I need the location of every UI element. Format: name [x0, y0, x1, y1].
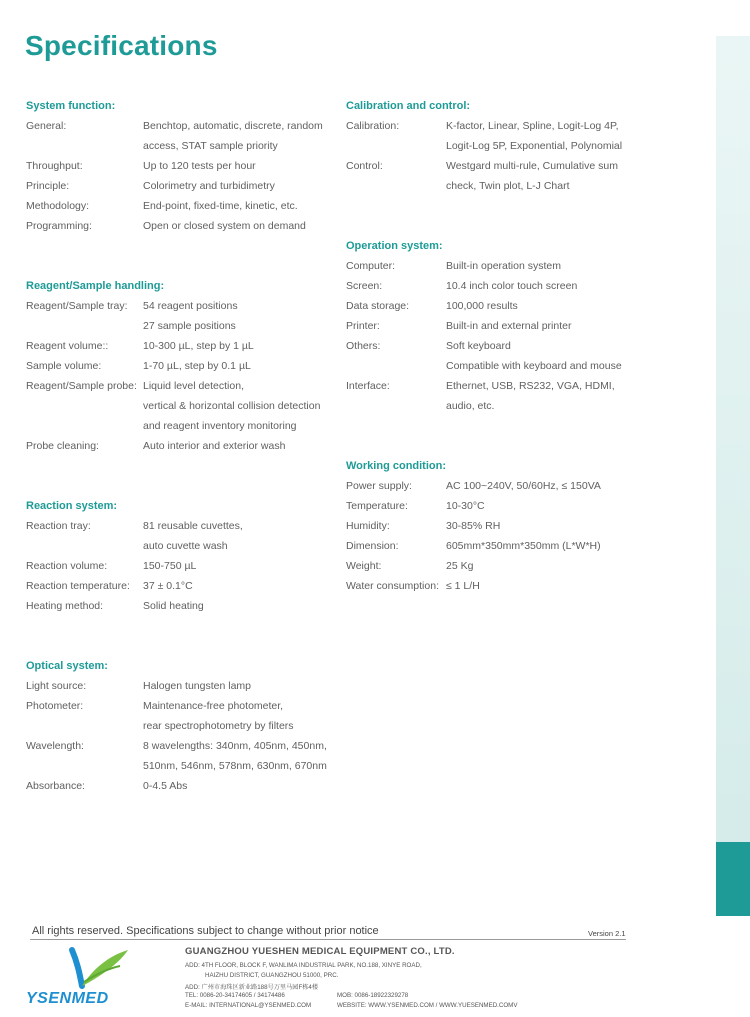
spec-row: [26, 596, 346, 616]
spec-values: [143, 176, 346, 196]
spec-label: Reaction tray:: [26, 520, 91, 532]
spec-value-line: Up to 120 tests per hour: [143, 160, 256, 172]
spec-value-line: Soft keyboard: [446, 340, 511, 352]
spec-values: [143, 336, 346, 356]
spec-label: Methodology:: [26, 200, 90, 212]
spec-row: [26, 376, 346, 436]
spec-value-line: vertical & horizontal collision detection: [143, 400, 321, 412]
spec-value-line: Westgard multi-rule, Cumulative sum: [446, 160, 618, 172]
spec-value-line: and reagent inventory monitoring: [143, 420, 297, 432]
spec-values: [143, 516, 346, 556]
spec-values: [446, 116, 716, 156]
spec-value-line: 25 Kg: [446, 560, 474, 572]
spec-row: [346, 576, 716, 596]
spec-label: Data storage:: [346, 300, 410, 312]
spec-label: Reaction temperature:: [26, 580, 130, 592]
spec-value-line: Compatible with keyboard and mouse: [446, 360, 622, 372]
spec-value-line: K-factor, Linear, Spline, Logit-Log 4P,: [446, 120, 619, 132]
address-cn: ADD: 广州市海珠区新业路188号万里马园F栋4楼: [185, 984, 319, 991]
spec-label: Programming:: [26, 220, 92, 232]
spec-row: [346, 376, 716, 416]
section-title: Calibration and control:: [346, 100, 471, 112]
spec-value-line: auto cuvette wash: [143, 540, 228, 552]
email: E-MAIL: INTERNATIONAL@YSENMED.COM: [185, 1002, 312, 1009]
telephone: TEL: 0086-20-34174605 / 34174486: [185, 992, 285, 999]
section-working-condition: [346, 456, 716, 596]
spec-label: General:: [26, 120, 67, 132]
spec-row: [346, 496, 716, 516]
spec-row: [26, 676, 346, 696]
spec-row: [346, 256, 716, 276]
spec-values: [143, 576, 346, 596]
spec-label: Wavelength:: [26, 740, 84, 752]
spec-value-line: Open or closed system on demand: [143, 220, 306, 232]
spec-label: Computer:: [346, 260, 396, 272]
spec-value-line: Halogen tungsten lamp: [143, 680, 251, 692]
spec-row: [26, 696, 346, 736]
version-label: Version 2.1: [588, 929, 626, 938]
spec-label: Humidity:: [346, 520, 390, 532]
spec-value-line: Solid heating: [143, 600, 204, 612]
spec-value-line: ≤ 1 L/H: [446, 580, 480, 592]
spec-row: [346, 516, 716, 536]
spec-value-line: Maintenance-free photometer,: [143, 700, 284, 712]
spec-row: [26, 176, 346, 196]
spec-row: [346, 156, 716, 196]
spec-label: Screen:: [346, 280, 383, 292]
spec-row: [26, 576, 346, 596]
spec-row: [26, 116, 346, 156]
spec-value-line: 37 ± 0.1°C: [143, 580, 193, 592]
spec-value-line: 150-750 µL: [143, 560, 197, 572]
spec-value-line: Liquid level detection,: [143, 380, 244, 392]
spec-label: Photometer:: [26, 700, 84, 712]
address-en-line-2: HAIZHU DISTRICT, GUANGZHOU 51000, PRC.: [205, 972, 339, 979]
section-calibration-and-control: [346, 96, 716, 196]
spec-values: [143, 196, 346, 216]
spec-value-line: Built-in and external printer: [446, 320, 572, 332]
spec-values: [143, 556, 346, 576]
spec-row: [346, 316, 716, 336]
page-title: Specifications: [25, 30, 218, 61]
section-reaction-system: [26, 496, 346, 616]
spec-values: [446, 476, 716, 496]
spec-row: [26, 216, 346, 236]
spec-value-line: 81 reusable cuvettes,: [143, 520, 243, 532]
spec-row: [26, 736, 346, 776]
spec-values: [143, 776, 346, 796]
section-title: Reagent/Sample handling:: [26, 280, 165, 292]
section-reagent-sample-handling: [26, 276, 346, 456]
spec-values: [143, 216, 346, 236]
spec-row: [26, 516, 346, 556]
spec-label: Probe cleaning:: [26, 440, 99, 452]
spec-label: Principle:: [26, 180, 70, 192]
spec-label: Reagent volume::: [26, 340, 109, 352]
spec-label: Throughput:: [26, 160, 83, 172]
spec-row: [26, 156, 346, 176]
address-en-line-1: ADD: 4TH FLOOR, BLOCK F, WANLIMA INDUSTRIAL PARK, NO.188, XINYE ROAD,: [185, 962, 422, 969]
spec-value-line: 0-4.5 Abs: [143, 780, 188, 792]
spec-row: [26, 336, 346, 356]
spec-value-line: access, STAT sample priority: [143, 140, 278, 152]
spec-values: [143, 436, 346, 456]
section-title: Operation system:: [346, 240, 443, 252]
spec-label: Absorbance:: [26, 780, 85, 792]
spec-label: Temperature:: [346, 500, 408, 512]
spec-values: [143, 736, 346, 776]
spec-value-line: 30-85% RH: [446, 520, 501, 532]
spec-values: [446, 576, 716, 596]
spec-value-line: 605mm*350mm*350mm (L*W*H): [446, 540, 601, 552]
spec-row: [26, 776, 346, 796]
spec-label: Interface:: [346, 380, 390, 392]
spec-label: Reagent/Sample probe:: [26, 380, 137, 392]
logo-wordmark: YSENMED: [26, 990, 109, 1007]
spec-value-line: rear spectrophotometry by filters: [143, 720, 294, 732]
spec-values: [446, 276, 716, 296]
spec-values: [446, 536, 716, 556]
spec-values: [143, 596, 346, 616]
footer-divider: [30, 939, 626, 940]
spec-row: [346, 296, 716, 316]
spec-values: [446, 516, 716, 536]
spec-values: [143, 156, 346, 176]
spec-row: [26, 436, 346, 456]
spec-value-line: 54 reagent positions: [143, 300, 238, 312]
spec-values: [446, 376, 716, 416]
spec-value-line: audio, etc.: [446, 400, 495, 412]
spec-label: Calibration:: [346, 120, 400, 132]
spec-values: [446, 156, 716, 196]
spec-row: [26, 556, 346, 576]
spec-value-line: Colorimetry and turbidimetry: [143, 180, 275, 192]
spec-value-line: Built-in operation system: [446, 260, 561, 272]
spec-value-line: 8 wavelengths: 340nm, 405nm, 450nm,: [143, 740, 327, 752]
section-title: Working condition:: [346, 460, 447, 472]
spec-values: [446, 556, 716, 576]
spec-value-line: 510nm, 546nm, 578nm, 630nm, 670nm: [143, 760, 327, 772]
spec-label: Weight:: [346, 560, 382, 572]
spec-values: [143, 296, 346, 336]
section-optical-system: [26, 656, 346, 796]
spec-value-line: Auto interior and exterior wash: [143, 440, 286, 452]
spec-value-line: Logit-Log 5P, Exponential, Polynomial: [446, 140, 623, 152]
spec-label: Heating method:: [26, 600, 104, 612]
section-title: System function:: [26, 100, 116, 112]
section-operation-system: [346, 236, 716, 416]
spec-value-line: 1-70 µL, step by 0.1 µL: [143, 360, 251, 372]
spec-label: Dimension:: [346, 540, 399, 552]
spec-label: Sample volume:: [26, 360, 102, 372]
spec-value-line: End-point, fixed-time, kinetic, etc.: [143, 200, 298, 212]
section-title: Reaction system:: [26, 500, 118, 512]
spec-value-line: 100,000 results: [446, 300, 518, 312]
spec-label: Power supply:: [346, 480, 412, 492]
spec-row: [26, 196, 346, 216]
spec-values: [143, 116, 346, 156]
spec-row: [346, 336, 716, 376]
spec-row: [26, 356, 346, 376]
spec-row: [346, 116, 716, 156]
spec-values: [446, 336, 716, 376]
spec-value-line: 10-30°C: [446, 500, 485, 512]
spec-value-line: 27 sample positions: [143, 320, 236, 332]
spec-values: [446, 496, 716, 516]
side-accent-bar: [716, 36, 750, 842]
copyright-note: All rights reserved. Specifications subject to change without prior notice: [32, 925, 379, 937]
spec-values: [143, 676, 346, 696]
spec-label: Light source:: [26, 680, 87, 692]
spec-value-line: check, Twin plot, L-J Chart: [446, 180, 570, 192]
spec-values: [446, 316, 716, 336]
spec-label: Reaction volume:: [26, 560, 108, 572]
mobile: MOB: 0086-18922329278: [337, 992, 409, 999]
spec-label: Printer:: [346, 320, 380, 332]
website: WEBSITE: WWW.YSENMED.COM / WWW.YUESENMED.COMV: [337, 1002, 518, 1009]
spec-value-line: Ethernet, USB, RS232, VGA, HDMI,: [446, 380, 615, 392]
spec-values: [143, 376, 346, 436]
spec-value-line: 10-300 µL, step by 1 µL: [143, 340, 254, 352]
spec-value-line: AC 100~240V, 50/60Hz, ≤ 150VA: [446, 480, 601, 492]
spec-value-line: 10.4 inch color touch screen: [446, 280, 578, 292]
spec-label: Water consumption:: [346, 580, 439, 592]
spec-row: [346, 536, 716, 556]
spec-values: [446, 296, 716, 316]
spec-label: Others:: [346, 340, 381, 352]
spec-label: Control:: [346, 160, 383, 172]
spec-label: Reagent/Sample tray:: [26, 300, 128, 312]
section-system-function: [26, 96, 346, 236]
spec-row: [346, 276, 716, 296]
spec-values: [143, 696, 346, 736]
spec-row: [26, 296, 346, 336]
spec-values: [446, 256, 716, 276]
company-name: GUANGZHOU YUESHEN MEDICAL EQUIPMENT CO., LTD.: [185, 946, 455, 957]
spec-value-line: Benchtop, automatic, discrete, random: [143, 120, 323, 132]
spec-values: [143, 356, 346, 376]
spec-row: [346, 476, 716, 496]
side-accent-block: [716, 842, 750, 916]
spec-row: [346, 556, 716, 576]
section-title: Optical system:: [26, 660, 108, 672]
